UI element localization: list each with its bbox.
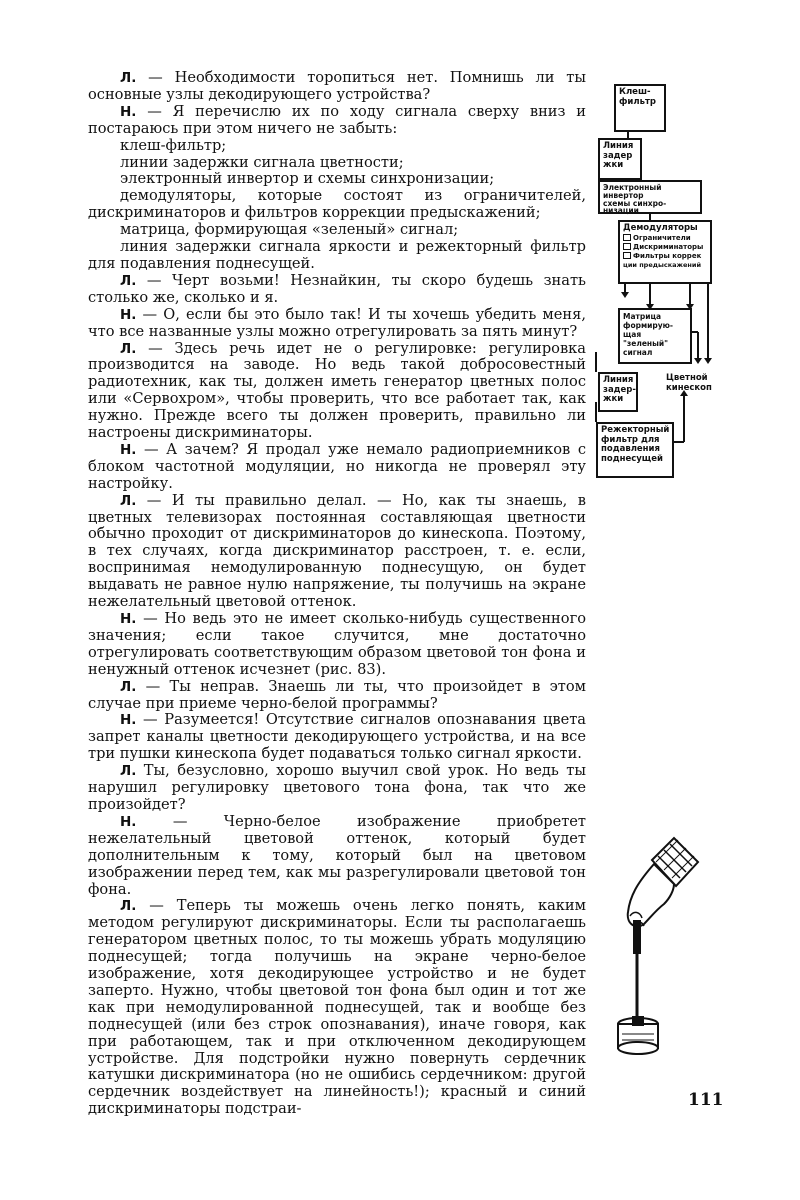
paragraph-text: — Но ведь это не имеет сколько-нибудь существенного значения; если такое случится, мне достаточно отрегулировать соответствующим образом цветовой тон фона и ненужный оттенок исчезнет (рис. 83). bbox=[88, 610, 586, 678]
inverter-box bbox=[598, 180, 702, 214]
luma-delay-line-3: жки bbox=[603, 394, 624, 404]
demod-limiters: Ограничители bbox=[623, 234, 707, 243]
body-text bbox=[88, 70, 586, 1118]
matrix-line-5: сигнал bbox=[623, 348, 653, 357]
klesh-filter-box bbox=[614, 84, 666, 132]
chroma-delay-line-box bbox=[598, 138, 642, 180]
paragraph-text: — О, если бы это было так! И ты хочешь убедить меня, что все названные узлы можно отрегулировать за пять минут? bbox=[88, 305, 586, 340]
paragraph-text: — А зачем? Я продал уже немало радиоприемников с блоком частотной модуляции, но никогда не проверял эту настройку. bbox=[88, 440, 586, 492]
delay-line-1: Линия bbox=[603, 141, 634, 151]
notch-line-4: поднесущей bbox=[601, 453, 663, 464]
speaker-mark: Н. bbox=[120, 103, 137, 120]
notch-line-2: фильтр для bbox=[601, 434, 660, 445]
paragraph bbox=[88, 70, 586, 104]
paragraph bbox=[88, 155, 586, 172]
page-number: 111 bbox=[688, 1090, 724, 1110]
speaker-mark: Л. bbox=[120, 340, 137, 357]
speaker-mark: Л. bbox=[120, 70, 137, 86]
klesh-line-1: Клеш- bbox=[619, 87, 651, 97]
paragraph-text: клеш-фильтр; bbox=[120, 136, 227, 154]
matrix-line-2: формирую- bbox=[623, 321, 674, 330]
paragraph bbox=[88, 104, 586, 138]
paragraph-text: — Разумеется! Отсутствие сигналов опознавания цвета запрет каналы цветности декодирующего устройства, и на все три пушки кинескопа будет подаваться только сигнал яркости. bbox=[88, 711, 586, 763]
speaker-mark: Л. bbox=[120, 492, 137, 509]
paragraph-text: матрица, формирующая «зеленый» сигнал; bbox=[120, 221, 459, 239]
speaker-mark: Н. bbox=[120, 611, 137, 627]
paragraph bbox=[88, 763, 586, 814]
speaker-mark: Л. bbox=[120, 898, 137, 915]
luma-delay-line-1: Линия bbox=[603, 375, 634, 385]
inverter-line-4: низации bbox=[603, 206, 639, 216]
paragraph-text: электронный инвертор и схемы синхронизации; bbox=[120, 170, 495, 188]
hand-screwdriver-illustration bbox=[612, 820, 702, 1060]
paragraph-text: — Теперь ты можешь очень легко понять, каким методом регулируют дискриминаторы. Если ты располагаешь генератором цветных полос, то ты можешь убрать модуляцию поднесущей; тогда получишь на экране черно-белое изображение, хотя декодирующее устройство и не будет заперто. Нужно, чтобы цветовой тон фона был один и тот же как при немодулированной поднесущей, так и вообще без поднесущей (или без строк опознавания), иначе говоря, как при работающем, так и при отключенном декодирующем устройстве. Для подстройки нужно повернуть сердечник катушки дискриминатора (но не ошибись сердечником: другой сердечник воздействует на линейность!); красный и синий дискриминаторы подстраи- bbox=[88, 897, 586, 1118]
paragraph bbox=[88, 222, 586, 239]
matrix-line-3: щая bbox=[623, 330, 642, 339]
paragraph-text: — Необходимости торопиться нет. Помнишь ли ты основные узлы декодирующего устройства? bbox=[88, 69, 586, 103]
paragraph-text: линия задержки сигнала яркости и режекторный фильтр для подавления поднесущей. bbox=[88, 238, 586, 272]
kinescope-line-1: Цветной bbox=[666, 373, 708, 383]
matrix-line-1: Матрица bbox=[623, 312, 662, 321]
matrix-line-4: "зеленый" bbox=[623, 339, 669, 348]
notch-line-3: подавления bbox=[601, 444, 660, 454]
delay-line-3: жки bbox=[603, 160, 624, 170]
luma-delay-line-box bbox=[598, 372, 638, 412]
decoder-block-diagram bbox=[590, 82, 790, 502]
paragraph-text: — Черт возьми! Незнайкин, ты скоро будешь знать столько же, сколько и я. bbox=[88, 271, 586, 306]
paragraph bbox=[88, 138, 586, 155]
paragraph bbox=[88, 171, 586, 188]
paragraph bbox=[88, 679, 586, 713]
paragraph bbox=[88, 273, 586, 307]
inverter-line-2: инвертор bbox=[603, 190, 644, 200]
speaker-mark: Н. bbox=[120, 306, 137, 323]
demod-filters: Фильтры коррек bbox=[623, 252, 707, 261]
paragraph bbox=[88, 188, 586, 222]
paragraph-text: — Я перечислю их по ходу сигнала сверху вниз и постараюсь при этом ничего не забыть: bbox=[88, 102, 586, 137]
paragraph-text: — Ты неправ. Знаешь ли ты, что произойдет в этом случае при приеме черно-белой программы? bbox=[88, 677, 586, 712]
notch-line-1: Режекторный bbox=[601, 425, 670, 435]
paragraph-text: линии задержки сигнала цветности; bbox=[120, 153, 404, 171]
kinescope-label bbox=[666, 374, 712, 393]
paragraph-text: — И ты правильно делал. — Но, как ты знаешь, в цветных телевизорах постоянная составляющая цветности обычно проходит от дискриминаторов до кинескопа. Поэтому, в тех случаях, когда дискриминатор расстроен, т. е. если, воспринимая немодулированную поднесущую, он будет выдавать не равное нулю напряжение, ты получишь на экране нежелательный цветовой оттенок. bbox=[88, 491, 586, 611]
paragraph bbox=[88, 442, 586, 493]
paragraph bbox=[88, 814, 586, 899]
speaker-mark: Н. bbox=[120, 712, 137, 729]
demodulators-box bbox=[618, 220, 712, 284]
paragraph-text: — Черно-белое изображение приобретет нежелательный цветовой оттенок, который будет дополнительным к тому, который был на цветовом изображении перед тем, как мы разрегулировали цветовой тон фона. bbox=[88, 812, 586, 898]
delay-line-2: задер bbox=[603, 150, 633, 161]
inverter-line-1: Электронный bbox=[603, 183, 662, 192]
speaker-mark: Н. bbox=[120, 441, 137, 458]
paragraph bbox=[88, 239, 586, 273]
paragraph bbox=[88, 307, 586, 341]
speaker-mark: Н. bbox=[120, 813, 137, 830]
paragraph bbox=[88, 341, 586, 442]
speaker-mark: Л. bbox=[120, 678, 137, 695]
paragraph-text: Ты, безусловно, хорошо выучил свой урок. Но ведь ты нарушил регулировку цветового тона фона, так что же произойдет? bbox=[88, 762, 586, 813]
paragraph bbox=[88, 493, 586, 611]
demod-last: ции предыскажений bbox=[623, 260, 701, 269]
inverter-line-3: схемы синхро- bbox=[603, 198, 667, 208]
kinescope-line-2: кинескоп bbox=[666, 382, 712, 393]
speaker-mark: Л. bbox=[120, 763, 137, 780]
matrix-box bbox=[618, 308, 692, 364]
luma-delay-line-2: задер- bbox=[603, 384, 636, 395]
paragraph bbox=[88, 898, 586, 1118]
demod-title: Демодуляторы bbox=[623, 223, 698, 233]
notch-filter-box bbox=[596, 422, 674, 478]
speaker-mark: Л. bbox=[120, 272, 137, 289]
paragraph bbox=[88, 712, 586, 763]
paragraph bbox=[88, 611, 586, 679]
paragraph-text: — Здесь речь идет не о регулировке: регулировка производится на заводе. Но ведь такой добросовестный радиотехник, как ты, должен иметь генератор цветных полос или «Сервохром», чтобы проверить, что все работает так, как нужно. Прежде всего ты должен проверить, правильно ли настроены дискриминаторы. bbox=[88, 339, 586, 442]
paragraph-text: демодуляторы, которые состоят из ограничителей, дискриминаторов и фильтров коррекции предыскажений; bbox=[88, 187, 586, 222]
demod-discriminators: Дискриминаторы bbox=[623, 243, 707, 252]
klesh-line-2: фильтр bbox=[619, 96, 657, 107]
